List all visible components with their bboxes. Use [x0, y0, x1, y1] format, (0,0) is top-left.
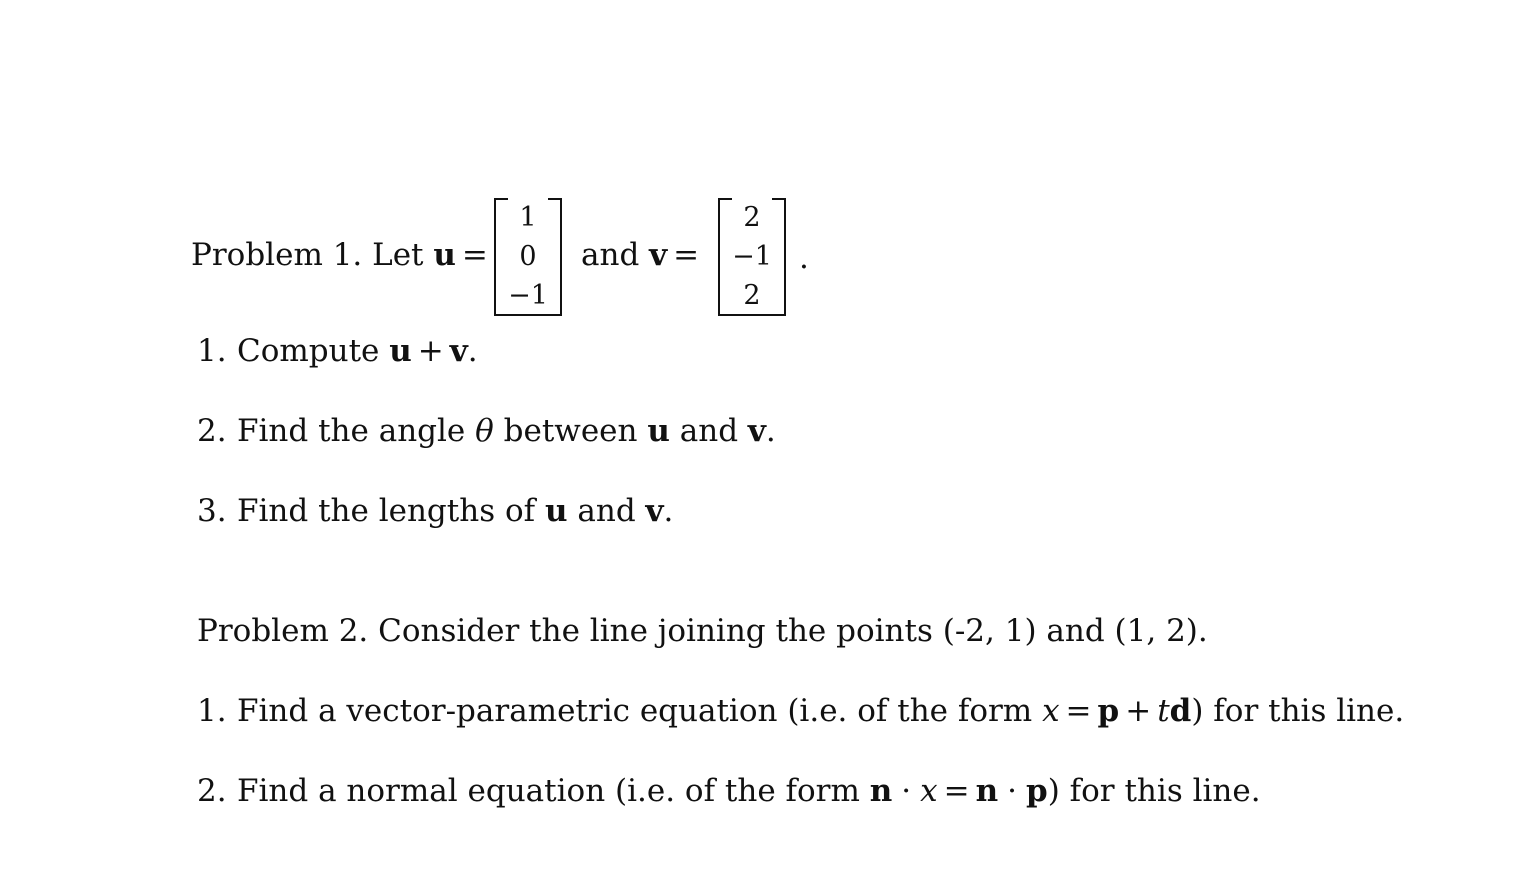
problem2-item-1	[197, 693, 1405, 729]
vector-p-symbol: p	[1026, 773, 1048, 809]
equals-sign: =	[673, 237, 700, 273]
item-text: and	[567, 493, 646, 529]
item-text: Compute	[237, 333, 390, 369]
theta-symbol: θ	[475, 413, 494, 449]
equals-sign: =	[1065, 693, 1092, 729]
item-text: Find a normal equation (i.e. of the form	[237, 773, 870, 809]
item-text: ) for this line.	[1191, 693, 1405, 729]
dot-operator: ·	[901, 773, 912, 809]
item-text: and	[669, 413, 748, 449]
vector-p-symbol: p	[1097, 693, 1120, 729]
v-vector-entry: 2	[743, 280, 761, 311]
vector-v-symbol: v	[649, 237, 668, 273]
item-number: 1.	[197, 333, 227, 369]
vector-d-symbol: d	[1169, 693, 1192, 729]
equals-sign: =	[461, 237, 488, 273]
item-number: 1.	[197, 693, 227, 729]
equals-sign: =	[943, 773, 970, 809]
problem1-item-3	[197, 493, 674, 529]
item-number: 2.	[197, 413, 227, 449]
item-number: 3.	[197, 493, 227, 529]
vector-v-symbol: v	[747, 413, 766, 449]
problem1-and-v	[581, 237, 705, 273]
item-period: .	[765, 413, 776, 449]
v-vector-entry: −1	[732, 241, 772, 272]
vector-u-symbol: u	[647, 413, 670, 449]
vector-v-symbol: v	[449, 333, 468, 369]
x-symbol: x	[920, 773, 938, 809]
item-number: 2.	[197, 773, 227, 809]
v-vector-matrix	[718, 198, 786, 316]
vector-u-symbol: u	[389, 333, 412, 369]
u-vector-entry: 0	[519, 241, 537, 272]
vector-u-symbol: u	[433, 237, 456, 273]
vector-v-symbol: v	[645, 493, 664, 529]
dot-operator: ·	[1007, 773, 1018, 809]
plus-sign: +	[417, 333, 444, 369]
x-symbol: x	[1042, 693, 1060, 729]
u-vector-entry: 1	[519, 202, 537, 233]
plus-sign: +	[1125, 693, 1152, 729]
u-vector-entry: −1	[508, 280, 548, 311]
u-vector-matrix	[494, 198, 562, 316]
problem2-heading: Problem 2. Consider the line joining the points (-2, 1) and (1, 2).	[197, 613, 1208, 649]
problem1-item-1	[197, 333, 478, 369]
and-text: and	[581, 237, 640, 273]
item-text: between	[493, 413, 648, 449]
item-period: .	[467, 333, 478, 369]
v-vector-entry: 2	[743, 202, 761, 233]
vector-n-symbol: n	[975, 773, 999, 809]
item-text: Find the angle	[237, 413, 476, 449]
problem1-intro-label: Problem 1. Let	[191, 237, 434, 273]
item-period: .	[663, 493, 674, 529]
t-symbol: t	[1157, 693, 1170, 729]
heading-period: .	[799, 240, 809, 276]
item-text: ) for this line.	[1047, 773, 1261, 809]
vector-n-symbol: n	[869, 773, 893, 809]
problem1-heading	[191, 237, 494, 273]
problem2-item-2	[197, 773, 1261, 809]
item-text: Find a vector-parametric equation (i.e. of the form	[237, 693, 1043, 729]
vector-u-symbol: u	[544, 493, 568, 529]
problem1-item-2	[197, 413, 776, 449]
item-text: Find the lengths of	[237, 493, 545, 529]
